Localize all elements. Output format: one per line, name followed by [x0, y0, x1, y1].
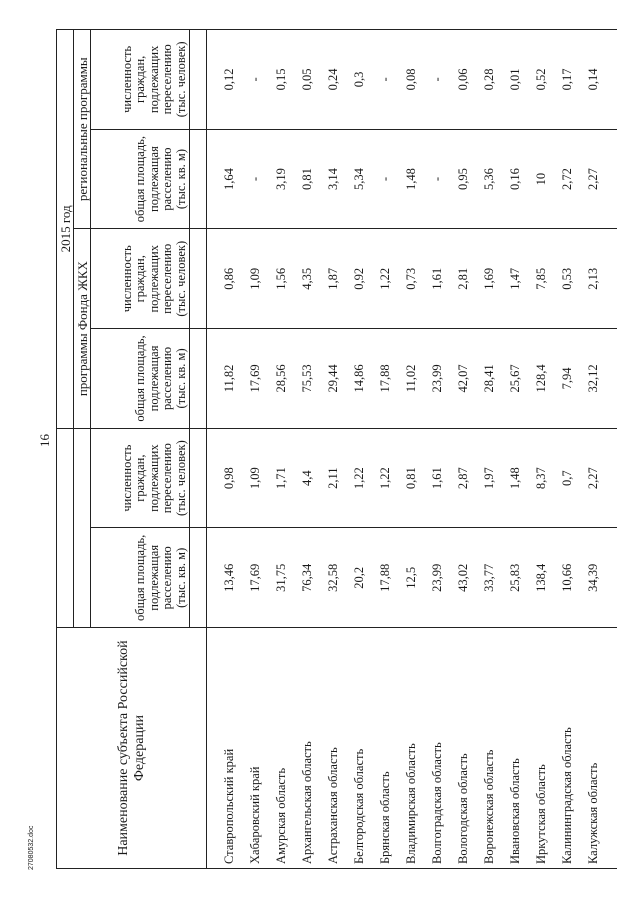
table-row	[269, 30, 295, 869]
table-cell: 1,87	[321, 229, 347, 329]
table-cell: 1,09	[243, 229, 269, 329]
table-cell: -	[243, 129, 269, 229]
table-cell: 2,87	[451, 428, 477, 528]
table-cell: 29,44	[321, 329, 347, 429]
table-cell: 0,92	[347, 229, 373, 329]
table-cell: -	[425, 30, 451, 130]
table-cell: 12,5	[399, 528, 425, 628]
table-cell: 11,82	[207, 329, 244, 429]
total-people-header: численность граждан, подлежащих переселению (тыс. человек)	[91, 428, 190, 528]
subject-name: Воронежская область	[477, 628, 503, 869]
table-cell: 1,97	[477, 428, 503, 528]
table-cell: 1,47	[503, 229, 529, 329]
table-cell: 0,86	[207, 229, 244, 329]
subject-name: Брянская область	[373, 628, 399, 869]
table-cell: 5,36	[477, 129, 503, 229]
header-blank	[74, 428, 91, 627]
page-number: 16	[37, 434, 52, 447]
table-cell: 3,14	[321, 129, 347, 229]
subject-name: Амурская область	[269, 628, 295, 869]
table-cell: 32,12	[581, 329, 617, 429]
table-cell: 2,13	[581, 229, 617, 329]
resettlement-table	[56, 29, 617, 869]
table-cell: 14,86	[347, 329, 373, 429]
header-blank	[190, 30, 207, 130]
table-cell: 4,4	[295, 428, 321, 528]
table-cell: 0,12	[207, 30, 244, 130]
table-row	[451, 30, 477, 869]
table-cell: 25,67	[503, 329, 529, 429]
subject-name: Владимирская область	[399, 628, 425, 869]
table-cell: 1,22	[347, 428, 373, 528]
regional-programs-header: региональные программы	[74, 30, 91, 229]
table-row	[529, 30, 555, 869]
table-cell: 13,46	[207, 528, 244, 628]
table-cell: 1,48	[399, 129, 425, 229]
table-cell: 23,99	[425, 329, 451, 429]
table-cell: 2,27	[581, 129, 617, 229]
table-cell: 34,39	[581, 528, 617, 628]
table-cell: 17,69	[243, 329, 269, 429]
subject-name: Калининградская область	[555, 628, 581, 869]
table-cell: 17,88	[373, 329, 399, 429]
total-area-header: общая площадь, подлежащая расселению (тыс. кв. м)	[91, 528, 190, 628]
table-cell: 0,53	[555, 229, 581, 329]
table-cell: 0,73	[399, 229, 425, 329]
table-cell: 1,64	[207, 129, 244, 229]
subject-name: Астраханская область	[321, 628, 347, 869]
table-row	[581, 30, 617, 869]
table-cell: 0,24	[321, 30, 347, 130]
table-cell: 32,58	[321, 528, 347, 628]
table-cell: 8,37	[529, 428, 555, 528]
table-cell: 7,94	[555, 329, 581, 429]
table-cell: 0,14	[581, 30, 617, 130]
table-cell: 17,69	[243, 528, 269, 628]
table-cell: 2,72	[555, 129, 581, 229]
subject-name: Белгородская область	[347, 628, 373, 869]
footer-filename: 27080532.doc	[28, 825, 35, 870]
table-cell: 2,81	[451, 229, 477, 329]
table-cell: 10	[529, 129, 555, 229]
table-row	[243, 30, 269, 869]
header-blank	[190, 528, 207, 628]
table-cell: 1,61	[425, 428, 451, 528]
table-cell: 1,22	[373, 229, 399, 329]
fund-area-header: общая площадь, подлежащая расселению (тыс. кв. м)	[91, 329, 190, 429]
table-row	[555, 30, 581, 869]
table-cell: 1,56	[269, 229, 295, 329]
table-cell: 7,85	[529, 229, 555, 329]
subject-name-header: Наименование субъекта Российской Федерации	[57, 628, 207, 869]
table-cell: 128,4	[529, 329, 555, 429]
table-cell: 1,69	[477, 229, 503, 329]
table-cell: 0,52	[529, 30, 555, 130]
subject-name: Иркутская область	[529, 628, 555, 869]
regional-people-header: численность граждан, подлежащих переселению (тыс. человек)	[91, 30, 190, 130]
table-row	[295, 30, 321, 869]
table-cell: 0,3	[347, 30, 373, 130]
table-cell: 25,83	[503, 528, 529, 628]
table-cell: 0,28	[477, 30, 503, 130]
table-cell: 28,41	[477, 329, 503, 429]
subject-name: Калужская область	[581, 628, 617, 869]
table-cell: 0,01	[503, 30, 529, 130]
table-cell: 75,53	[295, 329, 321, 429]
table-cell: 1,22	[373, 428, 399, 528]
fund-people-header: численность граждан, подлежащих переселению (тыс. человек)	[91, 229, 190, 329]
table-cell: 23,99	[425, 528, 451, 628]
table-cell: 138,4	[529, 528, 555, 628]
table-cell: 1,71	[269, 428, 295, 528]
table-cell: 4,35	[295, 229, 321, 329]
table-cell: -	[425, 129, 451, 229]
table-cell: 33,77	[477, 528, 503, 628]
table-row	[399, 30, 425, 869]
fund-programs-header: программы Фонда ЖКХ	[74, 229, 91, 428]
table-cell: 0,06	[451, 30, 477, 130]
header-blank	[190, 428, 207, 528]
table-cell: 5,34	[347, 129, 373, 229]
table-cell: 43,02	[451, 528, 477, 628]
table-container	[56, 29, 601, 869]
table-cell: 0,81	[399, 428, 425, 528]
table-cell: 0,15	[269, 30, 295, 130]
year-header: 2015 год	[57, 30, 74, 429]
header-blank	[190, 329, 207, 429]
table-cell: 20,2	[347, 528, 373, 628]
subject-name: Хабаровский край	[243, 628, 269, 869]
table-cell: -	[373, 30, 399, 130]
table-cell: 1,48	[503, 428, 529, 528]
table-row	[477, 30, 503, 869]
table-cell: -	[243, 30, 269, 130]
table-cell: 1,61	[425, 229, 451, 329]
table-row	[503, 30, 529, 869]
table-row	[425, 30, 451, 869]
table-row	[373, 30, 399, 869]
table-cell: 0,95	[451, 129, 477, 229]
subject-name: Волгоградская область	[425, 628, 451, 869]
table-cell: 3,19	[269, 129, 295, 229]
table-cell: 2,27	[581, 428, 617, 528]
table-cell: 17,88	[373, 528, 399, 628]
table-cell: 28,56	[269, 329, 295, 429]
table-cell: 0,98	[207, 428, 244, 528]
table-cell: 11,02	[399, 329, 425, 429]
table-cell: 0,17	[555, 30, 581, 130]
table-row	[207, 30, 244, 869]
table-cell: 0,7	[555, 428, 581, 528]
table-cell: 0,05	[295, 30, 321, 130]
header-blank	[190, 129, 207, 229]
table-cell: 42,07	[451, 329, 477, 429]
subject-name: Ивановская область	[503, 628, 529, 869]
table-cell: 0,08	[399, 30, 425, 130]
table-cell: -	[373, 129, 399, 229]
subject-name: Архангельская область	[295, 628, 321, 869]
table-cell: 31,75	[269, 528, 295, 628]
table-cell: 1,09	[243, 428, 269, 528]
table-cell: 2,11	[321, 428, 347, 528]
header-blank	[190, 229, 207, 329]
table-cell: 76,34	[295, 528, 321, 628]
table-cell: 0,81	[295, 129, 321, 229]
table-row	[347, 30, 373, 869]
subject-name: Вологодская область	[451, 628, 477, 869]
table-row	[321, 30, 347, 869]
regional-area-header: общая площадь, подлежащая расселению (тыс. кв. м)	[91, 129, 190, 229]
table-cell: 0,16	[503, 129, 529, 229]
subject-name: Ставропольский край	[207, 628, 244, 869]
table-cell: 10,66	[555, 528, 581, 628]
header-blank	[57, 428, 74, 627]
